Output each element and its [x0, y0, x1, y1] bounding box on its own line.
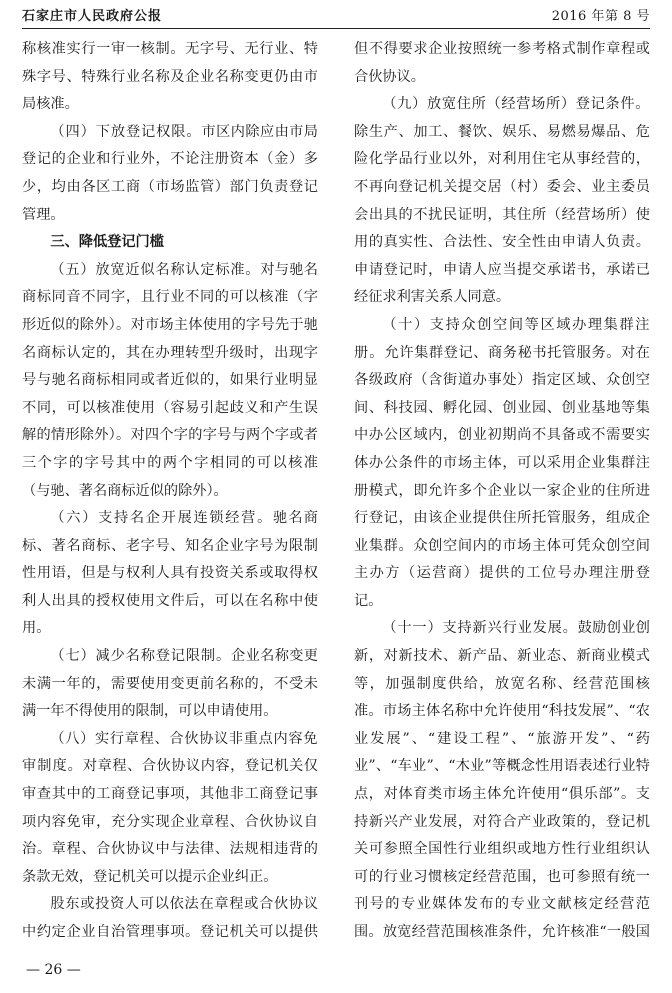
section-heading: 三、降低登记门槛	[50, 234, 164, 251]
clause-title: （九）放宽住所（经营场所）登记条件。	[382, 96, 650, 113]
paragraph	[22, 119, 318, 229]
paragraph	[22, 505, 318, 643]
paragraph: 股东或投资人可以依法在章程或合伙协议中约定企业自治管理事项。登记机关可以提供	[22, 896, 318, 940]
publication-title: 石家庄市人民政府公报	[22, 9, 163, 24]
clause-title: （十一）支持新兴行业发展。	[382, 620, 578, 637]
issue-number: 2016 年第 8 号	[551, 9, 650, 24]
paragraph	[22, 643, 318, 726]
paragraph: 但不得要求企业按照统一参考格式制作章程或合伙协议。	[354, 41, 650, 85]
paragraph	[354, 91, 650, 312]
running-header	[22, 6, 650, 29]
paragraph	[22, 257, 318, 505]
clause-body: 对与驰名商标同音不同字，且行业不同的可以核准（字形近似的除外）。对市场主体使用的字号先于驰名商标认定的，其在办理转型升级时，出现字号与驰名商标相同或者近似的，如果行业明显不同，可以核准使用（容易引起歧义和产生误解的情形除外）。对四个字的字号与两个字或者三个字的字号其中的两个字相同的可以核准（与驰、著名商标近似的除外）。	[22, 261, 318, 499]
clause-body: 企业名称变更未满一年的，需要使用变更前名称的，不受未满一年不得使用的限制，可以申请使用。	[22, 648, 318, 720]
paragraph: 称核准实行一审一核制。无字号、无行业、特殊字号、特殊行业名称及企业名称变更仍由市局核准。	[22, 41, 318, 113]
clause-title: （六）支持名企开展连锁经营。	[50, 510, 273, 527]
clause-body: 鼓励创业创新，对新技术、新产品、新业态、新商业模式等，加强制度供给，放宽名称、经营范围核准。市场主体名称中允许使用“科技发展”、“农业发展”、“建设工程”、“旅游开发”、“药业”、“车业”、“木业”等概念性用语表述行业特点，对体育类市场主体允许使用“俱乐部”。支持新兴产业发展，对符合产业政策的，登记机关可参照全国性行业组织或地方性行业组织认可的行业习惯核定经营范围，也可参照有统一刊号的专业媒体发布的专业文献核定经营范围。放宽经营范围核准条件，允许核准“一般国	[354, 620, 650, 940]
clause-title: （五）放宽近似名称认定标准。	[50, 261, 261, 278]
clause-body: 市区内除应由市局登记的企业和行业外，不论注册资本（金）多少，均由各区工商（市场监管）部门负责登记管理。	[22, 123, 318, 223]
clause-title: （十）支持众创空间等区域办理集群注册。	[354, 316, 650, 361]
page-number: — 26 —	[26, 962, 81, 978]
clause-body: 对章程、合伙协议内容，登记机关仅审查其中的工商登记事项，其他非工商登记事项内容免审，充分实现企业章程、合伙协议自治。章程、合伙协议中与法律、法规相违背的条款无效，登记机关可以提示企业纠正。	[22, 758, 318, 885]
clause-body: 允许集群登记、商务秘书托管服务。对在各级政府（含街道办事处）指定区域、众创空间、科技园、孵化园、创业园、创业基地等集中办公区域内，创业初期尚不具备或不需要实体办公条件的市场主体，可以采用企业集群注册模式，即允许多个企业以一家企业的住所进行登记，由该企业提供住所托管服务，组成企业集群。众创空间内的市场主体可凭众创空间主办方（运营商）提供的工位号办理注册登记。	[354, 344, 650, 609]
clause-title: （四）下放登记权限。	[50, 123, 202, 140]
clause-body: 驰名商标、著名商标、老字号、知名企业字号为限制性用语，但是与权利人具有投资关系或取得权利人出具的授权使用文件后，可以在名称中使用。	[22, 510, 318, 637]
right-column	[354, 36, 650, 951]
paragraph	[354, 615, 650, 951]
left-column	[22, 36, 318, 951]
clause-body: 除生产、加工、餐饮、娱乐、易燃易爆品、危险化学品行业以外，对利用住宅从事经营的，不再向登记机关提交居（村）委会、业主委员会出具的不扰民证明，其住所（经营场所）使用的真实性、合法性、安全性由申请人负责。申请登记时，申请人应当提交承诺书，承诺已经征求利害关系人同意。	[354, 123, 650, 306]
clause-title: （八）实行章程、合伙协议非重点内容免审制度。	[22, 730, 318, 775]
paragraph	[22, 726, 318, 892]
paragraph	[354, 312, 650, 616]
clause-title: （七）减少名称登记限制。	[50, 648, 232, 665]
